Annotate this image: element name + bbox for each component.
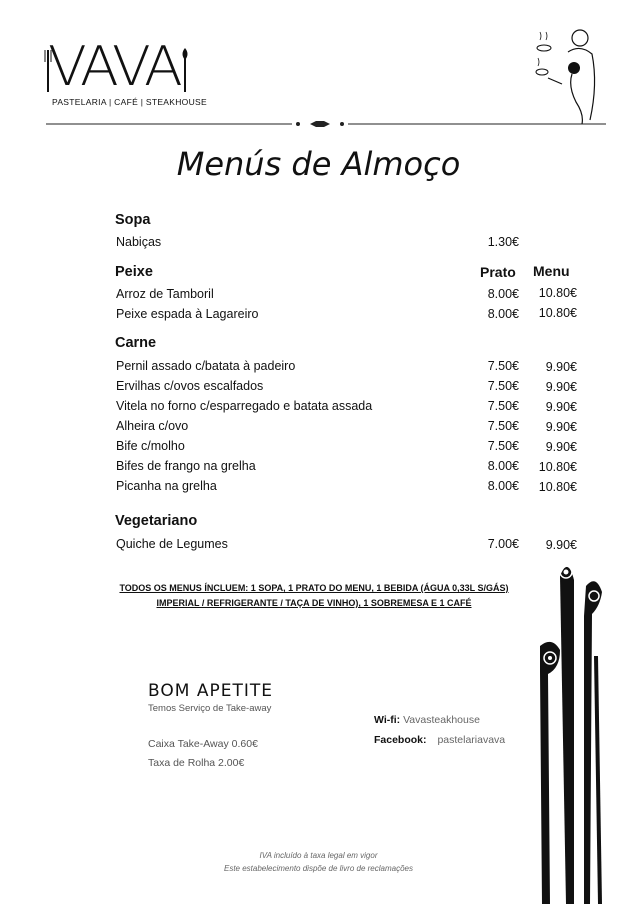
item-price-menu: 9.90€ — [545, 380, 577, 394]
menu-item: Pernil assado c/batata à padeiro — [116, 359, 296, 373]
facebook-value: pastelariavava — [437, 734, 506, 746]
menu-item: Alheira c/ovo — [116, 419, 189, 433]
menu-item: Vitela no forno c/esparregado e batata assada — [116, 399, 373, 413]
takeaway-note: Temos Serviço de Take-away — [148, 703, 272, 714]
item-price-menu: 9.90€ — [545, 420, 577, 434]
item-price-menu: 10.80€ — [538, 460, 577, 474]
menu-item: Bifes de frango na grelha — [116, 459, 256, 473]
section-title-peixe: Peixe — [115, 264, 153, 280]
menu-item: Quiche de Legumes — [116, 537, 228, 551]
logo: VAVA — [48, 35, 180, 98]
section-title-carne: Carne — [115, 335, 157, 351]
header-divider — [46, 121, 606, 127]
item-price-prato: 8.00€ — [487, 459, 519, 473]
complaints-book-note: Este estabelecimento dispõe de livro de reclamações — [224, 864, 413, 873]
column-header-prato: Prato — [480, 264, 516, 280]
item-price-menu: 9.90€ — [545, 360, 577, 374]
wifi-value: Vavasteakhouse — [403, 714, 480, 726]
page-title: Menús de Almoço — [176, 145, 461, 183]
item-price-prato: 8.00€ — [487, 307, 519, 321]
menu-item: Arroz de Tamboril — [116, 287, 214, 301]
item-price-menu: 10.80€ — [538, 480, 577, 494]
item-price-prato: 7.50€ — [487, 439, 519, 453]
wifi-label: Wi-fi: — [374, 714, 401, 726]
item-price-prato: 7.50€ — [487, 399, 519, 413]
item-price-prato: 1.30€ — [487, 235, 519, 249]
menu-item: Picanha na grelha — [116, 479, 217, 493]
section-title-sopa: Sopa — [115, 212, 151, 228]
wifi-info — [374, 714, 480, 726]
facebook-label: Facebook: — [374, 734, 427, 746]
menu-item: Bife c/molho — [116, 439, 185, 453]
item-price-menu: 10.80€ — [538, 286, 577, 300]
cutlery-icon — [44, 46, 192, 98]
item-price-menu: 9.90€ — [545, 440, 577, 454]
column-header-menu: Menu — [533, 263, 570, 279]
item-price-prato: 7.50€ — [487, 419, 519, 433]
item-price-prato: 8.00€ — [487, 287, 519, 301]
corkage-fee: Taxa de Rolha 2.00€ — [148, 757, 245, 769]
bom-apetite-heading: BOM APETITE — [148, 681, 273, 701]
waiter-illustration — [528, 24, 608, 124]
item-price-prato: 8.00€ — [487, 479, 519, 493]
section-title-vegetariano: Vegetariano — [115, 513, 198, 529]
vat-note: IVA incluído à taxa legal em vigor — [259, 851, 378, 860]
item-price-prato: 7.50€ — [487, 359, 519, 373]
item-price-prato: 7.00€ — [487, 537, 519, 551]
menu-item: Peixe espada à Lagareiro — [116, 307, 259, 321]
facebook-info — [374, 734, 505, 746]
menu-item: Ervilhas c/ovos escalfados — [116, 379, 264, 393]
item-price-menu: 9.90€ — [545, 538, 577, 552]
takeaway-box-fee: Caixa Take-Away 0.60€ — [148, 738, 258, 750]
item-price-menu: 10.80€ — [538, 306, 577, 320]
menu-item: Nabiças — [116, 235, 162, 249]
logo-tagline: PASTELARIA | CAFÉ | STEAKHOUSE — [52, 97, 207, 107]
item-price-menu: 9.90€ — [545, 400, 577, 414]
item-price-prato: 7.50€ — [487, 379, 519, 393]
menu-includes-notice: TODOS OS MENUS ÍNCLUEM: 1 SOPA, 1 PRATO DO MENU, 1 BEBIDA (ÁGUA 0,33L S/GÁS) IMPERIAL / REFRIGERANTE / TAÇA DE VINHO), 1 SOBREMESA E 1 CAFÉ — [119, 583, 509, 608]
